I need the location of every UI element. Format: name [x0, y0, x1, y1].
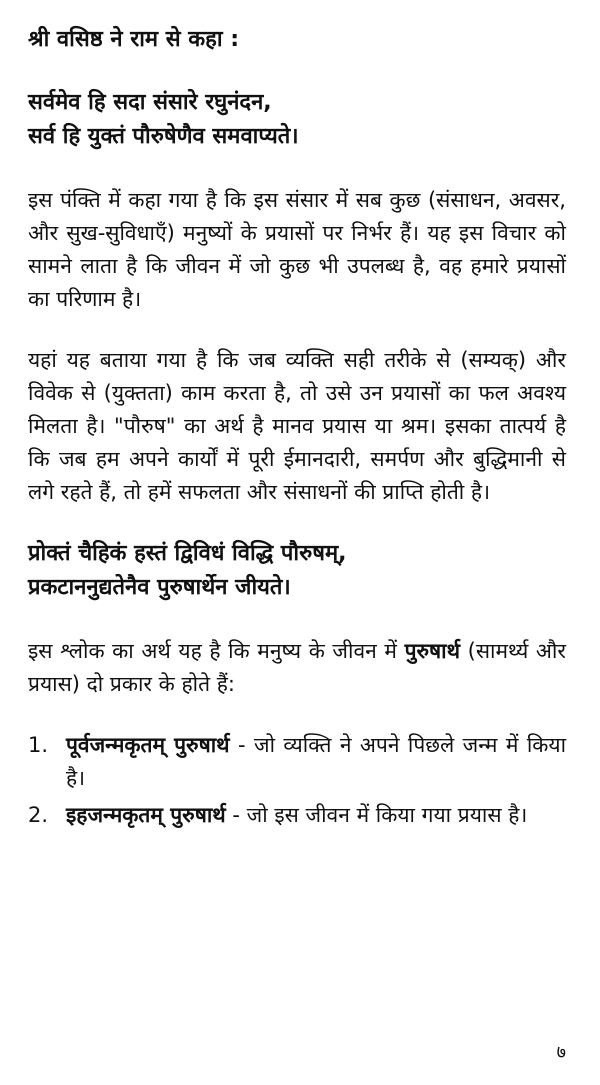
- page-content: [28, 22, 566, 836]
- list-item-term: इहजन्मकृतम् पुरुषार्थ: [66, 803, 226, 827]
- shloka-2-line-2: प्रकटाननुद्यतेनैव पुरुषार्थेन जीयते।: [28, 575, 291, 600]
- list-item-description: - जो व्यक्ति ने अपने पिछले जन्म में किया है।: [66, 733, 567, 790]
- paragraph-3-bold-term: पुरुषार्थ: [404, 639, 461, 663]
- list-item-description: - जो इस जीवन में किया गया प्रयास है।: [225, 803, 528, 827]
- paragraph-2: यहां यह बताया गया है कि जब व्यक्ति सही तरीके से (सम्यक्) और विवेक से (युक्तता) काम करता है, तो उसे उन प्रयासों का फल अवश्य मिलता है। "पौरुष" का अर्थ है मानव प्रयास या श्रम। इसका तात्पर्य है कि जब हम अपने कार्यों में पूरी ईमानदारी, समर्पण और बुद्धिमानी से लगे रहते हैं, तो हमें सफलता और संसाधनों की प्राप्ति होती है।: [28, 348, 566, 504]
- shloka-2-line-1: प्रोक्तं चैहिकं हस्तं द्विविधं विद्धि पौरुषम्,: [28, 541, 347, 566]
- purusharth-list: [28, 729, 566, 832]
- shloka-1: [28, 86, 566, 154]
- shloka-1-line-1: सर्वमेव हि सदा संसारे रघुनंदन,: [28, 90, 272, 115]
- shloka-2: [28, 537, 566, 605]
- shloka-1-line-2: सर्व हि युक्तं पौरुषेणैव समवाप्यते।: [28, 124, 299, 149]
- paragraph-3-before: इस श्लोक का अर्थ यह है कि मनुष्य के जीवन में: [28, 639, 405, 663]
- list-item: [28, 799, 566, 832]
- page-heading: श्री वसिष्ठ ने राम से कहा :: [28, 27, 239, 52]
- paragraph-3: [28, 635, 566, 701]
- list-item-number: 2.: [28, 803, 49, 827]
- paragraph-3-after: (सामर्थ्य और प्रयास) दो प्रकार के होते हैं:: [28, 639, 566, 696]
- list-item: [28, 729, 566, 795]
- page-number: ७: [556, 1042, 566, 1063]
- list-item-term: पूर्वजन्मकृतम् पुरुषार्थ: [66, 733, 230, 757]
- list-item-number: 1.: [28, 733, 49, 757]
- paragraph-1: इस पंक्ति में कहा गया है कि इस संसार में सब कुछ (संसाधन, अवसर, और सुख-सुविधाएँ) मनुष्यों के प्रयासों पर निर्भर हैं। यह इस विचार को सामने लाता है कि जीवन में जो कुछ भी उपलब्ध है, वह हमारे प्रयासों का परिणाम है।: [28, 188, 566, 311]
